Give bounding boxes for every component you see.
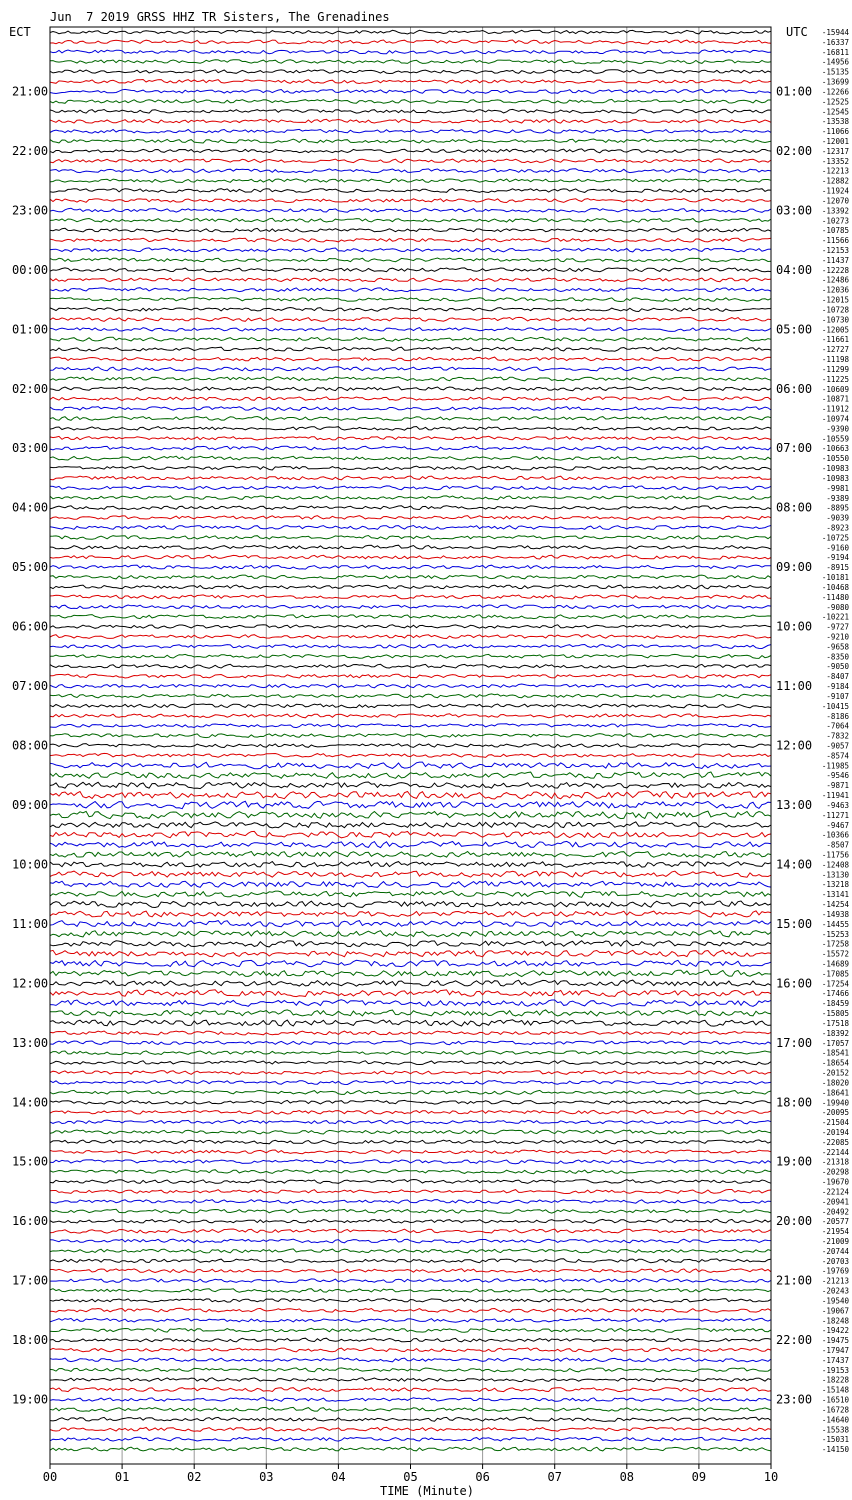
trace-offset-label: -21213	[821, 1276, 849, 1286]
trace-offset-label: -11299	[821, 364, 849, 374]
trace-offset-label: -12317	[821, 146, 849, 156]
trace-offset-label: -12882	[821, 176, 849, 186]
trace-offset-label: -20744	[821, 1246, 849, 1256]
trace-offset-label: -9160	[826, 543, 849, 553]
trace-offset-label: -8923	[826, 523, 849, 533]
x-tick-label: 02	[186, 1470, 202, 1484]
trace-offset-label: -9107	[826, 691, 849, 701]
trace-offset-label: -9057	[826, 741, 849, 751]
trace-offset-label: -15538	[821, 1425, 849, 1435]
trace-offset-label: -10871	[821, 394, 849, 404]
right-time-label: 12:00	[776, 738, 813, 753]
x-axis-ticks	[43, 1464, 778, 1484]
right-time-label: 22:00	[776, 1333, 813, 1348]
trace-offset-label: -14254	[821, 900, 849, 910]
left-time-label: 15:00	[12, 1154, 49, 1169]
trace-offset-label: -13392	[821, 206, 849, 216]
right-time-label: 21:00	[776, 1273, 813, 1288]
trace-offset-label: -15805	[821, 1009, 849, 1019]
x-tick-label: 06	[475, 1470, 490, 1484]
trace-offset-label: -14938	[821, 909, 849, 919]
trace-offset-label: -15031	[821, 1435, 849, 1445]
trace-offset-label: -18541	[821, 1048, 849, 1058]
trace-offset-label: -20492	[821, 1207, 849, 1217]
trace-offset-label: -16728	[821, 1405, 849, 1415]
left-time-label: 21:00	[12, 84, 49, 99]
trace-offset-label: -19475	[821, 1336, 849, 1346]
trace-offset-label: -12153	[821, 246, 849, 256]
trace-offset-label: -13218	[821, 880, 849, 890]
trace-offset-label: -15572	[821, 949, 849, 959]
trace-offset-label: -16510	[821, 1395, 849, 1405]
trace-offset-label: -12408	[821, 860, 849, 870]
trace-offset-label: -10221	[821, 612, 849, 622]
trace-offset-label: -12036	[821, 285, 849, 295]
trace-offset-label: -11756	[821, 850, 849, 860]
trace-offset-label: -10366	[821, 830, 849, 840]
right-time-label: 08:00	[776, 500, 813, 515]
trace-offset-label: -20703	[821, 1256, 849, 1266]
trace-offset-label: -17437	[821, 1355, 849, 1365]
trace-offset-label: -11437	[821, 255, 849, 265]
trace-offset-label: -20298	[821, 1167, 849, 1177]
right-timezone-label: UTC	[786, 25, 808, 39]
trace-offset-label: -17518	[821, 1018, 849, 1028]
trace-offset-label: -12070	[821, 196, 849, 206]
trace-offset-label: -12015	[821, 295, 849, 305]
x-tick-label: 05	[403, 1470, 418, 1484]
trace-offset-label: -10728	[821, 305, 849, 315]
trace-offset-label: -17466	[821, 989, 849, 999]
trace-offset-label: -18020	[821, 1078, 849, 1088]
trace-offset-label: -9463	[826, 800, 849, 810]
trace-offset-label: -17085	[821, 969, 849, 979]
trace-offset-label: -14956	[821, 57, 849, 67]
trace-offset-label: -9727	[826, 622, 849, 632]
left-time-label: 12:00	[12, 976, 49, 991]
x-tick-label: 08	[619, 1470, 635, 1484]
trace-offset-label: -8507	[826, 840, 849, 850]
trace-offset-label: -12213	[821, 166, 849, 176]
trace-offset-label: -9184	[826, 682, 849, 692]
left-time-label: 08:00	[12, 738, 49, 753]
left-time-label: 03:00	[12, 441, 49, 456]
trace-offset-label: -21318	[821, 1157, 849, 1167]
left-time-label: 19:00	[12, 1392, 49, 1407]
trace-offset-label: -10983	[821, 473, 849, 483]
trace-offset-label: -19067	[821, 1306, 849, 1316]
trace-offset-label: -10559	[821, 434, 849, 444]
right-time-label: 16:00	[776, 976, 813, 991]
left-time-label: 10:00	[12, 857, 49, 872]
x-tick-label: 07	[547, 1470, 562, 1484]
trace-offset-label: -8574	[826, 751, 849, 761]
trace-offset-label: -9039	[826, 513, 849, 523]
trace-offset-label: -16337	[821, 37, 849, 47]
x-tick-label: 04	[331, 1470, 346, 1484]
chart-title: Jun 7 2019 GRSS HHZ TR Sisters, The Grenadines	[50, 10, 390, 24]
trace-offset-label: -19153	[821, 1365, 849, 1375]
trace-offset-label: -13130	[821, 870, 849, 880]
left-time-label: 22:00	[12, 143, 49, 158]
trace-offset-label: -11066	[821, 127, 849, 137]
right-time-label: 04:00	[776, 262, 813, 277]
trace-offset-label: -21954	[821, 1227, 849, 1237]
right-time-label: 05:00	[776, 322, 813, 337]
trace-offset-label: -10550	[821, 454, 849, 464]
trace-offset-label: -21504	[821, 1118, 849, 1128]
trace-offset-label: -10725	[821, 533, 849, 543]
trace-offset-label: -7064	[826, 721, 849, 731]
trace-offset-label: -10609	[821, 384, 849, 394]
trace-offset-label: -10273	[821, 216, 849, 226]
trace-offset-label: -8915	[826, 563, 849, 573]
left-time-label: 05:00	[12, 560, 49, 575]
trace-offset-label: -17057	[821, 1038, 849, 1048]
right-time-label: 09:00	[776, 560, 813, 575]
trace-offset-label: -13699	[821, 77, 849, 87]
right-time-label: 10:00	[776, 619, 813, 634]
trace-offset-label: -20243	[821, 1286, 849, 1296]
left-time-labels	[12, 84, 48, 1406]
right-time-label: 18:00	[776, 1095, 813, 1110]
trace-offset-label: -9871	[826, 781, 849, 791]
right-time-label: 19:00	[776, 1154, 813, 1169]
trace-offset-labels	[822, 28, 850, 1454]
trace-offset-label: -17258	[821, 939, 849, 949]
right-time-label: 17:00	[776, 1035, 813, 1050]
right-time-label: 23:00	[776, 1392, 813, 1407]
x-tick-label: 01	[114, 1470, 130, 1484]
trace-offset-label: -17947	[821, 1345, 849, 1355]
trace-offset-label: -18641	[821, 1088, 849, 1098]
trace-offset-label: -8407	[826, 672, 849, 682]
trace-offset-label: -15944	[821, 28, 849, 37]
trace-offset-label: -11225	[821, 374, 849, 384]
trace-offset-label: -14455	[821, 919, 849, 929]
trace-offset-label: -10181	[821, 573, 849, 583]
left-time-label: 13:00	[12, 1035, 49, 1050]
trace-offset-label: -9210	[826, 632, 849, 642]
trace-offset-label: -18654	[821, 1058, 849, 1068]
trace-offset-label: -10663	[821, 444, 849, 454]
trace-offset-label: -17254	[821, 979, 849, 989]
x-tick-label: 10	[763, 1470, 779, 1484]
x-tick-label: 00	[42, 1470, 58, 1484]
trace-offset-label: -9050	[826, 662, 849, 672]
right-time-label: 06:00	[776, 381, 813, 396]
trace-offset-label: -9390	[826, 424, 849, 434]
trace-offset-label: -19422	[821, 1326, 849, 1336]
trace-offset-label: -12525	[821, 97, 849, 107]
right-time-label: 11:00	[776, 679, 813, 694]
trace-offset-label: -13352	[821, 156, 849, 166]
trace-offset-label: -15135	[821, 67, 849, 77]
trace-offset-label: -9389	[826, 493, 849, 503]
trace-offset-label: -18228	[821, 1375, 849, 1385]
right-time-labels	[776, 84, 812, 1406]
left-time-label: 01:00	[12, 322, 49, 337]
trace-offset-label: -12727	[821, 345, 849, 355]
right-time-label: 15:00	[776, 916, 813, 931]
x-axis-label: TIME (Minute)	[380, 1484, 474, 1498]
left-time-label: 04:00	[12, 500, 49, 515]
trace-offset-label: -19670	[821, 1177, 849, 1187]
trace-offset-label: -20152	[821, 1068, 849, 1078]
trace-offset-label: -14689	[821, 959, 849, 969]
left-time-label: 09:00	[12, 797, 49, 812]
trace-offset-label: -9194	[826, 553, 849, 563]
left-timezone-label: ECT	[9, 25, 31, 39]
x-tick-label: 03	[259, 1470, 274, 1484]
trace-offset-label: -12005	[821, 325, 849, 335]
trace-offset-label: -12001	[821, 137, 849, 147]
right-time-label: 01:00	[776, 84, 813, 99]
right-time-label: 03:00	[776, 203, 813, 218]
trace-offset-label: -13538	[821, 117, 849, 127]
trace-offset-label: -14640	[821, 1415, 849, 1425]
trace-offset-label: -10415	[821, 701, 849, 711]
trace-offset-label: -10468	[821, 582, 849, 592]
trace-offset-label: -10974	[821, 414, 849, 424]
trace-offset-label: -9658	[826, 642, 849, 652]
trace-offset-label: -20194	[821, 1127, 849, 1137]
trace-offset-label: -20095	[821, 1108, 849, 1118]
left-time-label: 00:00	[12, 262, 49, 277]
left-time-label: 02:00	[12, 381, 49, 396]
trace-offset-label: -20941	[821, 1197, 849, 1207]
trace-offset-label: -12486	[821, 275, 849, 285]
trace-offset-label: -12228	[821, 265, 849, 275]
right-time-label: 14:00	[776, 857, 813, 872]
trace-offset-label: -9546	[826, 771, 849, 781]
trace-offset-label: -22144	[821, 1147, 849, 1157]
trace-offset-label: -10785	[821, 226, 849, 236]
trace-offset-label: -16811	[821, 47, 849, 57]
left-time-label: 18:00	[12, 1333, 49, 1348]
right-time-label: 13:00	[776, 797, 813, 812]
left-time-label: 17:00	[12, 1273, 49, 1288]
left-time-label: 06:00	[12, 619, 49, 634]
trace-offset-label: -14150	[821, 1445, 849, 1455]
trace-offset-label: -11661	[821, 335, 849, 345]
trace-offset-label: -21009	[821, 1236, 849, 1246]
trace-offset-label: -15253	[821, 929, 849, 939]
trace-offset-label: -15148	[821, 1385, 849, 1395]
trace-offset-label: -18248	[821, 1316, 849, 1326]
trace-offset-label: -8350	[826, 652, 849, 662]
left-time-label: 14:00	[12, 1095, 49, 1110]
left-time-label: 23:00	[12, 203, 49, 218]
trace-offset-label: -20577	[821, 1217, 849, 1227]
trace-offset-label: -18392	[821, 1028, 849, 1038]
left-time-label: 07:00	[12, 679, 49, 694]
trace-offset-label: -9080	[826, 602, 849, 612]
trace-offset-label: -12266	[821, 87, 849, 97]
left-time-label: 16:00	[12, 1214, 49, 1229]
x-tick-label: 09	[691, 1470, 707, 1484]
trace-offset-label: -11941	[821, 791, 849, 801]
trace-offset-label: -11566	[821, 236, 849, 246]
trace-offset-label: -7832	[826, 731, 849, 741]
trace-offset-label: -13141	[821, 890, 849, 900]
trace-offset-label: -8186	[826, 711, 849, 721]
trace-offset-label: -10983	[821, 464, 849, 474]
trace-offset-label: -10730	[821, 315, 849, 325]
right-time-label: 02:00	[776, 143, 813, 158]
trace-offset-label: -9467	[826, 820, 849, 830]
trace-offset-label: -19769	[821, 1266, 849, 1276]
trace-offset-label: -11198	[821, 355, 849, 365]
trace-offset-label: -11924	[821, 186, 849, 196]
left-time-label: 11:00	[12, 916, 49, 931]
trace-offset-label: -11985	[821, 761, 849, 771]
trace-offset-label: -11912	[821, 404, 849, 414]
right-time-label: 20:00	[776, 1214, 813, 1229]
trace-offset-label: -19540	[821, 1296, 849, 1306]
trace-offset-label: -18459	[821, 999, 849, 1009]
trace-offset-label: -9981	[826, 483, 849, 493]
trace-offset-label: -22124	[821, 1187, 849, 1197]
right-time-label: 07:00	[776, 441, 813, 456]
trace-offset-label: -8895	[826, 503, 849, 513]
trace-offset-label: -22085	[821, 1137, 849, 1147]
trace-offset-label: -11271	[821, 810, 849, 820]
trace-offset-label: -11480	[821, 592, 849, 602]
trace-offset-label: -19940	[821, 1098, 849, 1108]
trace-offset-label: -12545	[821, 107, 849, 117]
